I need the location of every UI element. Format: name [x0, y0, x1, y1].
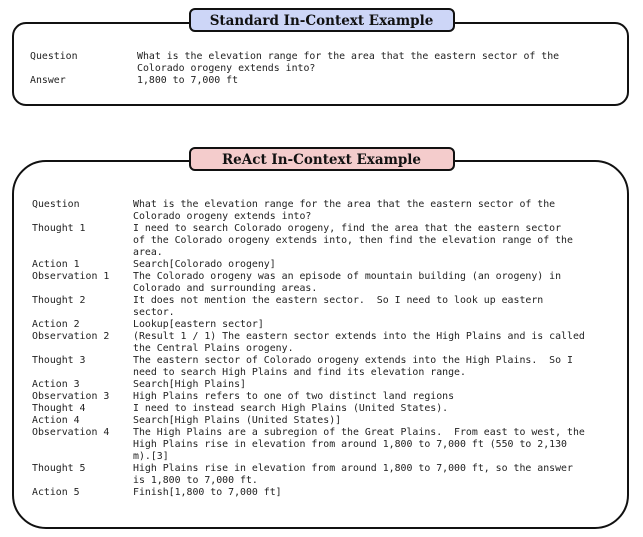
- standard-example-title: Standard In-Context Example: [189, 8, 455, 32]
- react-row-thought-1: [32, 223, 622, 259]
- row-text: I need to search Colorado orogeny, find the area that the eastern sector of the Colorado orogeny extends into, then find the elevation range of the area.: [133, 223, 573, 258]
- react-row-observation-1: [32, 271, 622, 295]
- row-text: The High Plains are a subregion of the Great Plains. From east to west, the High Plains rise in elevation from around 1,800 to 7,000 ft (550 to 2,130 m).[3]: [133, 427, 585, 462]
- row-text: Search[High Plains (United States)]: [133, 415, 342, 426]
- react-row-action-5: [32, 487, 622, 499]
- row-label: Observation 1: [32, 271, 110, 282]
- row-label: Thought 3: [32, 355, 86, 366]
- row-label: Action 1: [32, 259, 80, 270]
- react-row-thought-2: [32, 295, 622, 319]
- react-row-observation-2: [32, 331, 622, 355]
- row-text: Search[Colorado orogeny]: [133, 259, 276, 270]
- row-text: The eastern sector of Colorado orogeny extends into the High Plains. So I need to search High Plains and find its elevation range.: [133, 355, 573, 378]
- row-text: (Result 1 / 1) The eastern sector extends into the High Plains and is called the Central Plains orogeny.: [133, 331, 585, 354]
- react-row-action-3: [32, 379, 622, 391]
- row-label: Answer: [30, 75, 66, 86]
- row-label: Observation 2: [32, 331, 110, 342]
- row-label: Question: [32, 199, 80, 210]
- row-text: Finish[1,800 to 7,000 ft]: [133, 487, 282, 498]
- row-text: High Plains refers to one of two distinct land regions: [133, 391, 455, 402]
- row-label: Action 2: [32, 319, 80, 330]
- react-example-title: ReAct In-Context Example: [189, 147, 455, 171]
- row-label: Action 3: [32, 379, 80, 390]
- standard-row-answer: [30, 75, 620, 87]
- react-row-action-2: [32, 319, 622, 331]
- react-row-action-1: [32, 259, 622, 271]
- react-example-rows: [32, 199, 622, 499]
- react-row-question: [32, 199, 622, 223]
- react-row-thought-4: [32, 403, 622, 415]
- row-label: Thought 2: [32, 295, 86, 306]
- row-text: What is the elevation range for the area that the eastern sector of the Colorado orogeny extends into?: [137, 51, 560, 74]
- row-label: Thought 4: [32, 403, 86, 414]
- row-text: Lookup[eastern sector]: [133, 319, 264, 330]
- row-label: Action 4: [32, 415, 80, 426]
- react-row-observation-4: [32, 427, 622, 463]
- react-row-thought-3: [32, 355, 622, 379]
- row-label: Action 5: [32, 487, 80, 498]
- row-label: Observation 3: [32, 391, 110, 402]
- row-text: What is the elevation range for the area that the eastern sector of the Colorado orogeny extends into?: [133, 199, 556, 222]
- react-row-thought-5: [32, 463, 622, 487]
- row-label: Question: [30, 51, 78, 62]
- react-row-action-4: [32, 415, 622, 427]
- row-text: I need to instead search High Plains (United States).: [133, 403, 449, 414]
- row-label: Observation 4: [32, 427, 110, 438]
- row-text: It does not mention the eastern sector. So I need to look up eastern sector.: [133, 295, 544, 318]
- row-text: High Plains rise in elevation from around 1,800 to 7,000 ft, so the answer is 1,800 to 7,000 ft.: [133, 463, 573, 486]
- standard-example-rows: [30, 51, 620, 87]
- row-label: Thought 5: [32, 463, 86, 474]
- row-text: The Colorado orogeny was an episode of mountain building (an orogeny) in Colorado and surrounding areas.: [133, 271, 562, 294]
- row-label: Thought 1: [32, 223, 86, 234]
- row-text: Search[High Plains]: [133, 379, 246, 390]
- react-row-observation-3: [32, 391, 622, 403]
- standard-row-question: [30, 51, 620, 75]
- row-text: 1,800 to 7,000 ft: [137, 75, 239, 86]
